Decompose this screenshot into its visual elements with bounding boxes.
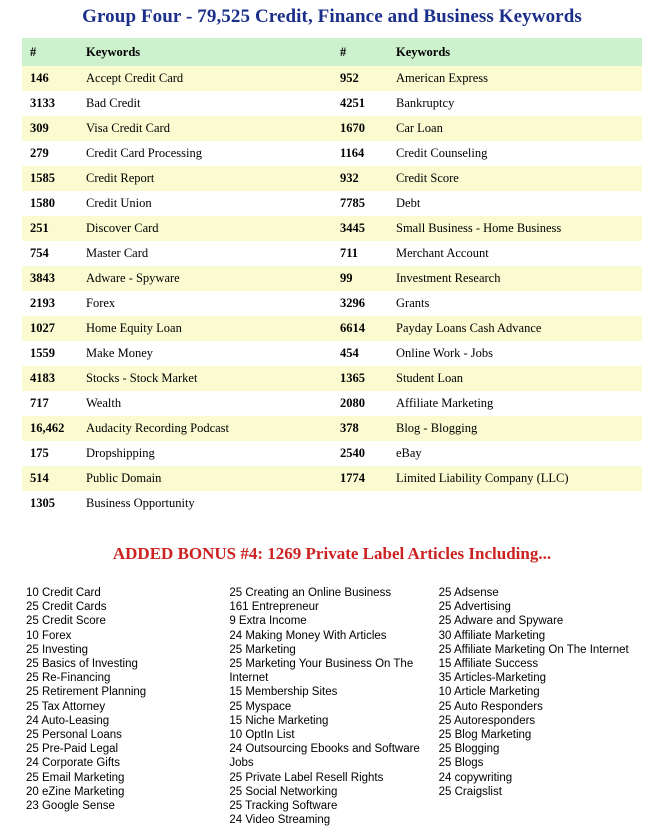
row-keyword-right: [388, 491, 642, 516]
row-number-left: 1559: [22, 341, 78, 366]
row-number-left: 146: [22, 66, 78, 91]
article-list-item: 35 Articles-Marketing: [438, 672, 547, 685]
article-list-item: 25 Creating an Online Business: [229, 587, 392, 599]
table-header-row: [22, 38, 642, 66]
row-keyword-right: Debt: [388, 191, 642, 216]
row-number-right: 378: [332, 416, 388, 441]
article-list-item: 25 Auto Responders: [438, 700, 543, 713]
row-keyword-right: Limited Liability Company (LLC): [388, 466, 642, 491]
row-number-left: 1580: [22, 191, 78, 216]
column-header-keywords-left: Keywords: [78, 38, 332, 66]
table-row: [22, 141, 642, 166]
table-row: [22, 466, 642, 491]
row-keyword-left: Adware - Spyware: [78, 266, 332, 291]
row-number-left: 1585: [22, 166, 78, 191]
article-list-item: 10 Forex: [26, 629, 72, 642]
row-number-left: 251: [22, 216, 78, 241]
row-number-left: 514: [22, 466, 78, 491]
table-row: [22, 316, 642, 341]
row-number-right: [332, 491, 388, 516]
row-number-left: 1027: [22, 316, 78, 341]
row-number-left: 3843: [22, 266, 78, 291]
article-list-item: 25 Myspace: [229, 700, 292, 713]
table-row: [22, 416, 642, 441]
row-number-right: 952: [332, 66, 388, 91]
row-keyword-left: Home Equity Loan: [78, 316, 332, 341]
article-list-item: 25 Personal Loans: [26, 729, 122, 742]
row-keyword-right: eBay: [388, 441, 642, 466]
row-keyword-right: Affiliate Marketing: [388, 391, 642, 416]
row-number-right: 99: [332, 266, 388, 291]
row-keyword-left: Public Domain: [78, 466, 332, 491]
row-number-left: 1305: [22, 491, 78, 516]
keyword-table-wrapper: [0, 38, 664, 516]
article-list-item: 15 Niche Marketing: [229, 714, 329, 727]
article-list-item: 10 OptIn List: [229, 729, 295, 742]
row-number-right: 6614: [332, 316, 388, 341]
article-list-item: 25 Adsense: [438, 587, 499, 599]
article-list-item: 25 Adware and Spyware: [438, 615, 564, 628]
article-list-item: 25 Blogs: [438, 757, 484, 770]
table-row: [22, 266, 642, 291]
article-list-item: 25 Advertising: [438, 601, 511, 614]
table-row: [22, 441, 642, 466]
row-number-left: 16,462: [22, 416, 78, 441]
article-list-item: 24 Outsourcing Ebooks and Software Jobs: [229, 743, 420, 770]
row-keyword-right: Student Loan: [388, 366, 642, 391]
table-row: [22, 66, 642, 91]
article-list-item: 25 Re-Financing: [26, 672, 111, 685]
bonus-title: ADDED BONUS #4: 1269 Private Label Articles Including...: [112, 544, 552, 563]
row-number-right: 4251: [332, 91, 388, 116]
article-list-item: 161 Entrepreneur: [229, 601, 319, 614]
table-row: [22, 291, 642, 316]
article-list-item: 24 Making Money With Articles: [229, 629, 387, 642]
row-keyword-right: Small Business - Home Business: [388, 216, 642, 241]
row-number-right: 1164: [332, 141, 388, 166]
article-list-item: 25 Basics of Investing: [26, 658, 138, 671]
article-list-item: 23 Google Sense: [26, 800, 115, 813]
article-list-item: 24 Auto-Leasing: [26, 714, 110, 727]
row-number-right: 2080: [332, 391, 388, 416]
article-list-item: 25 Marketing: [229, 643, 296, 656]
article-list-item: 25 Credit Score: [26, 615, 106, 628]
articles-column-3: [439, 586, 638, 827]
row-number-left: 754: [22, 241, 78, 266]
row-number-left: 309: [22, 116, 78, 141]
column-header-number-right: #: [332, 38, 388, 66]
row-keyword-left: Bad Credit: [78, 91, 332, 116]
article-list-item: 24 Corporate Gifts: [26, 757, 120, 770]
row-keyword-right: Credit Score: [388, 166, 642, 191]
article-list-item: 15 Affiliate Success: [438, 658, 539, 671]
row-keyword-right: Payday Loans Cash Advance: [388, 316, 642, 341]
row-number-left: 279: [22, 141, 78, 166]
articles-columns: [0, 586, 664, 827]
table-row: [22, 116, 642, 141]
row-keyword-left: Make Money: [78, 341, 332, 366]
article-list-item: 25 Pre-Paid Legal: [26, 743, 119, 756]
table-row: [22, 191, 642, 216]
article-list-item: 10 Article Marketing: [438, 686, 540, 699]
row-keyword-right: Blog - Blogging: [388, 416, 642, 441]
row-keyword-left: Forex: [78, 291, 332, 316]
row-number-right: 454: [332, 341, 388, 366]
article-list-item: 25 Blogging: [438, 743, 500, 756]
row-number-left: 4183: [22, 366, 78, 391]
table-row: [22, 491, 642, 516]
row-keyword-right: Credit Counseling: [388, 141, 642, 166]
table-row: [22, 166, 642, 191]
row-keyword-left: Visa Credit Card: [78, 116, 332, 141]
row-keyword-left: Discover Card: [78, 216, 332, 241]
row-keyword-right: Merchant Account: [388, 241, 642, 266]
table-row: [22, 341, 642, 366]
article-list-item: 25 Affiliate Marketing On The Internet: [438, 643, 629, 656]
row-keyword-right: Car Loan: [388, 116, 642, 141]
row-keyword-left: Master Card: [78, 241, 332, 266]
article-list-item: 25 Credit Cards: [26, 601, 107, 614]
article-list-item: 24 copywriting: [438, 771, 513, 784]
row-keyword-left: Accept Credit Card: [78, 66, 332, 91]
article-list-item: 25 Retirement Planning: [26, 686, 147, 699]
article-list-item: 20 eZine Marketing: [26, 785, 125, 798]
row-number-right: 3445: [332, 216, 388, 241]
table-row: [22, 91, 642, 116]
articles-column-1: [26, 586, 229, 827]
row-number-left: 175: [22, 441, 78, 466]
article-list-item: 25 Marketing Your Business On The Internet: [229, 658, 414, 685]
articles-column-2: [229, 586, 438, 827]
article-list-item: 25 Investing: [26, 643, 89, 656]
keywords-table: [22, 38, 642, 516]
table-row: [22, 391, 642, 416]
column-header-number-left: #: [22, 38, 78, 66]
table-row: [22, 241, 642, 266]
article-list-item: 25 Email Marketing: [26, 771, 125, 784]
row-keyword-left: Credit Card Processing: [78, 141, 332, 166]
row-keyword-left: Credit Union: [78, 191, 332, 216]
row-keyword-right: Online Work - Jobs: [388, 341, 642, 366]
article-list-item: 25 Tracking Software: [229, 800, 338, 813]
row-number-right: 1365: [332, 366, 388, 391]
row-number-left: 2193: [22, 291, 78, 316]
row-number-right: 1774: [332, 466, 388, 491]
table-row: [22, 216, 642, 241]
article-list-item: 30 Affiliate Marketing: [438, 629, 546, 642]
column-header-keywords-right: Keywords: [388, 38, 642, 66]
table-header: [22, 38, 642, 66]
article-list-item: 15 Membership Sites: [229, 686, 338, 699]
row-keyword-right: Bankruptcy: [388, 91, 642, 116]
article-list-item: 25 Blog Marketing: [438, 729, 532, 742]
article-list-item: 25 Craigslist: [438, 785, 502, 798]
article-list-item: 25 Tax Attorney: [26, 700, 106, 713]
row-keyword-left: Audacity Recording Podcast: [78, 416, 332, 441]
article-list-item: 10 Credit Card: [26, 587, 101, 599]
row-number-left: 717: [22, 391, 78, 416]
row-keyword-right: Grants: [388, 291, 642, 316]
article-list-item: 25 Private Label Resell Rights: [229, 771, 384, 784]
row-keyword-left: Business Opportunity: [78, 491, 332, 516]
row-number-right: 2540: [332, 441, 388, 466]
row-number-right: 7785: [332, 191, 388, 216]
row-keyword-right: American Express: [388, 66, 642, 91]
article-list-item: 9 Extra Income: [229, 615, 307, 628]
row-number-right: 711: [332, 241, 388, 266]
row-keyword-left: Credit Report: [78, 166, 332, 191]
row-keyword-left: Dropshipping: [78, 441, 332, 466]
row-number-right: 3296: [332, 291, 388, 316]
row-keyword-left: Stocks - Stock Market: [78, 366, 332, 391]
row-number-right: 1670: [332, 116, 388, 141]
page-title: Group Four - 79,525 Credit, Finance and Business Keywords: [82, 6, 582, 27]
row-number-right: 932: [332, 166, 388, 191]
row-number-left: 3133: [22, 91, 78, 116]
table-row: [22, 366, 642, 391]
row-keyword-left: Wealth: [78, 391, 332, 416]
row-keyword-right: Investment Research: [388, 266, 642, 291]
table-body: [22, 66, 642, 516]
article-list-item: 25 Social Networking: [229, 785, 338, 798]
article-list-item: 25 Autoresponders: [438, 714, 536, 727]
article-list-item: 24 Video Streaming: [229, 814, 331, 827]
